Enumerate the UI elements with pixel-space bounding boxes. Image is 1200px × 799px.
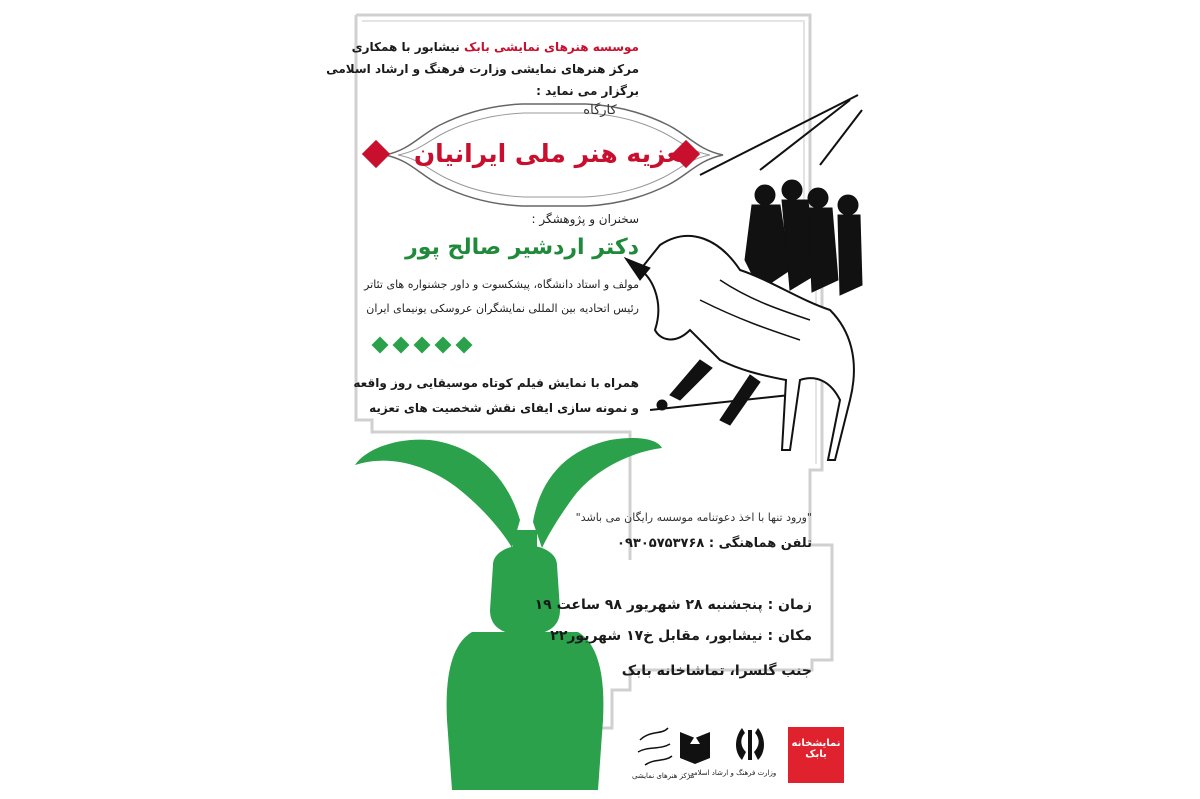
extras-line-2: و نمونه سازی ایفای نقش شخصیت های تعزیه	[369, 401, 639, 415]
speaker-bio-line-2: رئیس اتحادیه بین المللی نمایشگران عروسکی یونیمای ایران	[366, 302, 639, 315]
center-logo-text: مرکز هنرهای نمایشی	[632, 772, 695, 780]
workshop-label: کارگاه	[583, 103, 617, 118]
organizer-collab: نیشابور با همکاری	[351, 40, 460, 54]
extras-line-1: همراه با نمایش فیلم کوتاه موسیقایی روز واقعه	[353, 376, 639, 390]
speaker-name: دکتر اردشیر صالح پور	[405, 235, 639, 260]
calligraphy-logo	[638, 728, 672, 765]
book-logo-icon	[680, 732, 710, 764]
speaker-bio-line-1: مولف و استاد دانشگاه، پیشکسوت و داور جشنواره های تئاتر	[364, 278, 639, 291]
event-place-line-2: جنب گلسرا، تماشاخانه بابک	[621, 663, 812, 679]
speaker-label: سخنران و پژوهشگر :	[531, 212, 639, 226]
workshop-title: تعزیه هنر ملی ایرانیان	[413, 139, 690, 168]
event-time: زمان : پنجشنبه ۲۸ شهریور ۹۸ ساعت ۱۹	[534, 597, 812, 613]
contact-phone: تلفن هماهنگی : ۰۹۳۰۵۷۵۳۷۶۸	[617, 536, 812, 551]
organizer-line-1	[352, 40, 639, 54]
organizer-line-3: برگزار می نماید :	[536, 84, 639, 98]
event-place-line-1: مکان : نیشابور، مقابل خ۱۷ شهریور۲۲	[550, 628, 812, 644]
red-diamond-left	[362, 140, 390, 168]
green-diamonds-row	[372, 337, 473, 354]
iran-emblem-icon	[736, 728, 764, 760]
theatre-logo-text: نمایشخانه بابک	[791, 738, 841, 760]
entry-note: "ورود تنها با اخذ دعوتنامه موسسه رایگان می باشد"	[575, 511, 812, 524]
organizer-line-2: مرکز هنرهای نمایشی وزارت فرهنگ و ارشاد اسلامی	[326, 62, 639, 76]
green-figure-silhouette	[355, 438, 662, 790]
ministry-logo-text: وزارت فرهنگ و ارشاد اسلامی	[688, 769, 777, 777]
organizer-name: موسسه هنرهای نمایشی بابک	[463, 40, 639, 54]
